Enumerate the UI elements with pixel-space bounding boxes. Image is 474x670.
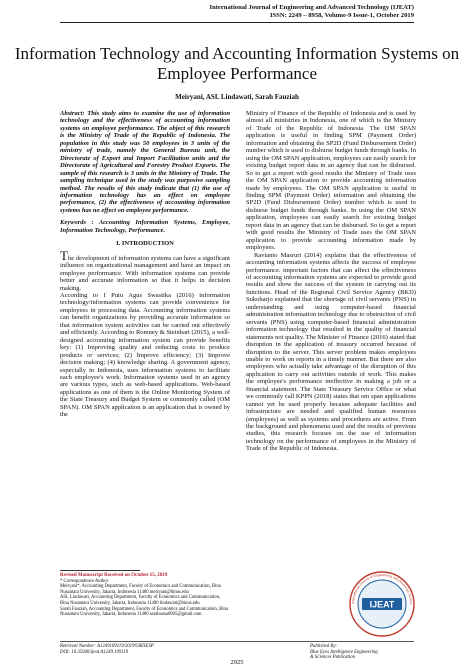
retrieval-number: Retrieval Number: A1249109119/2019©BEIESP xyxy=(60,644,154,649)
section-heading-introduction: I. INTRODUCTION xyxy=(116,240,174,248)
intro-paragraph-2: According to I Putu Agus Swastika (2016) information technology/information systems can provide convenience for employees in processing data. Accounting information systems can benefit organizations by providing accurate information so that information system activities can be carried out effectively and efficiently. According to Romney & Steinbart (2015), a well-designed accounting information system can provide benefits key: (1) Improving quality and reducing costs to produce products or services; (2) Improve efficiency; (3) Improve decision making; (4) knowledge sharing. A government agency, especially in Indonesia, uses information systems to facilitate each employee's work. Information systems used in an agency are various types, such as web-based applications. Web-based applications as one of them is the Online Monitoring System of the State Treasury and Budget System or commonly called (OM SPAN). OM SPAN application is an application that is owned by the xyxy=(60,291,230,419)
doi: DOI: 10.35940/ijeat.A1249.109119 xyxy=(60,649,129,655)
page-number: 2925 xyxy=(230,659,244,666)
author-affiliation-1: Meiryani*, Accounting Department, Faculty of Economics and Communication, Bina Nusantara University, Jakarta, Indonesia 11480 meiryani@binus.edu xyxy=(60,584,221,595)
right-paragraph-1: Ministry of Finance of the Republic of Indonesia and is used by almost all ministries in Indonesia, one of which is the Ministry of Trade of the Republic of Indonesia. The OM SPAN application is useful in finding SPM (Payment Order) information and obtaining the SP2D (Fund Disbursement Order) number which is used to disburse budget funds through banks. In using the OM SPAN application, employees can easily search for existing budget report data in an agency that can be disbursed. So to get a report with good results the Ministry of Trade uses the OM SPAN application to provide accounting information made by employees. The OM SPAN application is useful in finding SPM (Payment Order) information and obtaining the SP2D (Fund Disbursement Order) number which is used to disburse budget funds through banks. In using the OM SPAN application, employees can easily search for existing budget report data in an agency that can be disbursed. So to get a report with good results the Ministry of Trade uses the OM SPAN application to provide accounting information made by employees. xyxy=(246,110,416,252)
abstract: Abstract: This study aims to examine the use of information technology and the effectiveness of accounting information systems on employee performance. The object of this research is the Ministry of Trade of the Republic of Indonesia. The population in this study was 50 employees in 3 units of the ministry of trade, namely the General Bureau unit, the Directorate of Export and Import Facilitation units and the Directorate of Agricultural and Forestry Product Exports. The sample of this research is 3 units in the Ministry of Trade. The sampling technique used in the study was purposive sampling method. The results of this study indicate that (1) the use of information technology has an effect on employee performance, (2) the effectiveness of accounting information systems has no effect on employee performance. xyxy=(60,110,230,214)
published-by: Published By: xyxy=(310,644,338,649)
author-affiliation-3: Sarah Fauziah, Accounting Department, Faculty of Economics and Communication, Bina Nusantara University, Jakarta, Indonesia 11480 sarahsana0005@gmail.com xyxy=(60,606,228,618)
correspondence-note: * Correspondence Author xyxy=(60,578,109,584)
journal-name: International Journal of Engineering and Advanced Technology (IJEAT) xyxy=(209,4,414,11)
keywords: Keywords : Accounting Information Systems, Employee, Information Technology, Performance. xyxy=(60,219,230,234)
footnote-rule xyxy=(60,570,140,571)
footer-right xyxy=(310,644,378,661)
journal-seal-icon xyxy=(348,570,416,638)
revised-note: Revised Manuscript Received on October 15, 2019 xyxy=(60,573,168,578)
publisher-line-2: & Sciences Publication xyxy=(310,655,356,661)
footer-left xyxy=(60,644,154,655)
paper-title: Information Technology and Accounting Information Systems on Employee Performance xyxy=(14,44,460,83)
left-column xyxy=(60,110,230,419)
seal-text: IJEAT xyxy=(369,599,395,610)
journal-header xyxy=(210,4,415,20)
publisher-line-1: Blue Eyes Intelligence Engineering xyxy=(310,649,378,655)
journal-issn: ISSN: 2249 – 8958, Volume-9 Issue-1, October 2019 xyxy=(269,12,414,19)
header-rule xyxy=(60,22,414,23)
seal-ring-text: International Journal of Engineering and Advanced Techno xyxy=(350,572,414,605)
footer-rule xyxy=(60,641,414,642)
right-column xyxy=(246,110,416,453)
footnotes xyxy=(60,570,230,618)
author-affiliation-2: ASL Lindawati, Accounting Department, Faculty of Economics and Communication, Bina Nusantara University, Jakarta, Indonesia 11480 lindawati@binus.edu xyxy=(60,595,221,606)
intro-paragraph-1: The development of information systems can have a significant influence on organizational management and have an impact on employee performance. With information systems can provide better and accurate information so that it helps in decision making. xyxy=(60,247,230,292)
right-paragraph-2: Ravianto Masruri (2014) explains that the effectiveness of accounting information systems affects the success of employee performance. important factors that can affect the effectiveness of accounting information systems are expected to provide good results and show the success of the system in carrying out its functions. Head of the Regional Civil Service Agency (BKD) Sukoharjo explained that the shortage of civil servants (PNS) in understanding and using computer-based financial administration information technology due to obstruction of civil servants (PNS) using computer-based financial administration information technology that resulted in the quality of financial statements not quality. The Minister of Finance (2016) stated that disruption in the application of treasury occurred because of disruption to the server. This server problem makes employees unable to work on reports in a timely manner. But there are also employees who actually take advantage of the disruption of this application to carry out activities outside of work. This makes the employee's performance ineffective in making a job or a financial statement. The State Treasury Service Office or what we commonly call KPPN (2018) states that om span applications cannot yet be used properly because adequate facilities and infrastructure are needed and qualified human resources (employees) as well as systems and procedures are active. From the background and phenomena used and the results of previous studies, this research focuses on the use of information technology on the performance of employees in the Ministry of Trade of the Republic of Indonesia. xyxy=(246,251,416,453)
dropcap: T xyxy=(60,247,68,263)
paper-authors: Meiryani, ASL Lindawati, Sarah Fauziah xyxy=(175,93,299,101)
